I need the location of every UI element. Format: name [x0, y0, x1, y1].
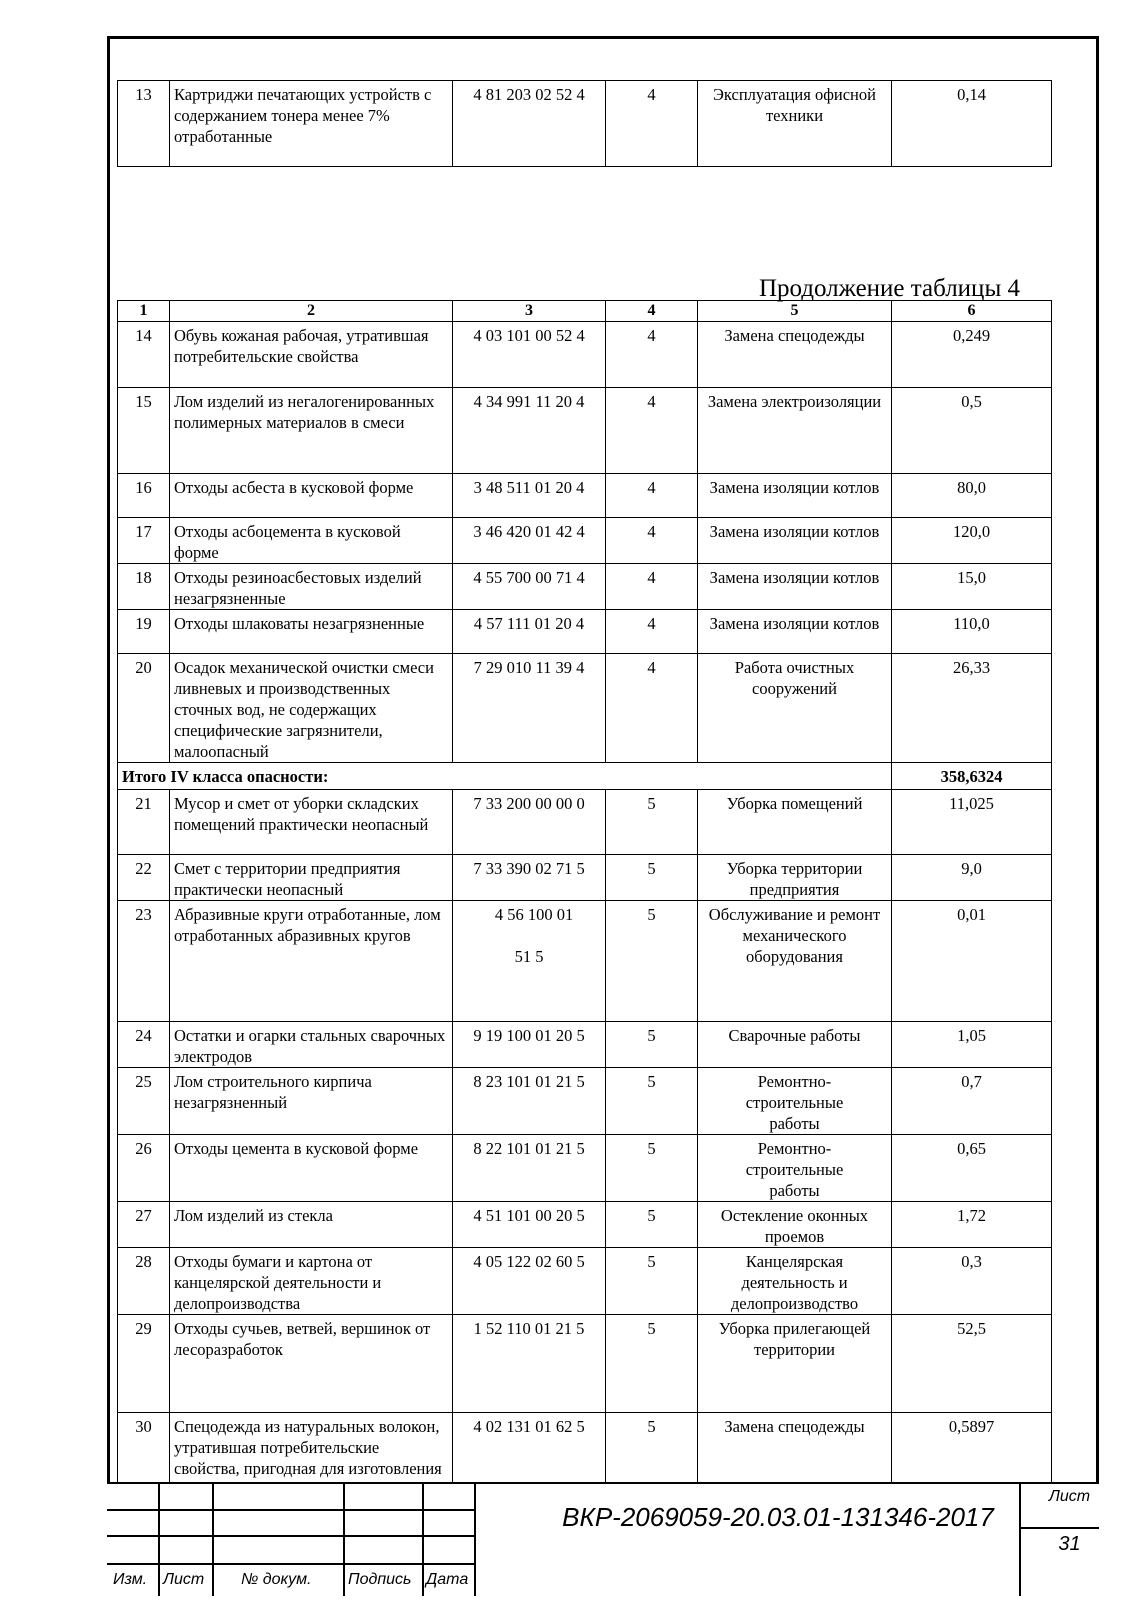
- waste-mass: 110,0: [892, 610, 1052, 654]
- hazard-class: 4: [606, 81, 698, 167]
- table-row: [118, 1202, 1052, 1248]
- waste-mass: 1,05: [892, 1022, 1052, 1068]
- row-number: 26: [118, 1135, 170, 1202]
- total-value: 358,6324: [892, 763, 1052, 790]
- waste-name: Спецодежда из натуральных волокон, утратившая потребительские свойства, пригодная для изготовления: [170, 1413, 453, 1513]
- hazard-class: 5: [606, 790, 698, 855]
- row-number: 24: [118, 1022, 170, 1068]
- hazard-class: 4: [606, 518, 698, 564]
- sheet-number: 31: [1058, 1533, 1081, 1555]
- waste-mass: 0,5897: [892, 1413, 1052, 1513]
- stamp-label-list: Лист: [163, 1571, 205, 1588]
- table-row: [118, 1248, 1052, 1315]
- waste-mass: 0,3: [892, 1248, 1052, 1315]
- title-block: [107, 1483, 1099, 1596]
- waste-mass: 0,249: [892, 322, 1052, 388]
- fkko-code: 7 29 010 11 39 4: [453, 654, 606, 763]
- table-row: [118, 322, 1052, 388]
- table-row: [118, 1135, 1052, 1202]
- hazard-class: 4: [606, 610, 698, 654]
- waste-source: Ремонтно-строительные работы: [698, 1135, 892, 1202]
- waste-source: Эксплуатация офисной техники: [698, 81, 892, 167]
- row-number: 18: [118, 564, 170, 610]
- fkko-code: 8 22 101 01 21 5: [453, 1135, 606, 1202]
- hazard-class: 4: [606, 474, 698, 518]
- hazard-class: 5: [606, 1202, 698, 1248]
- waste-name: Лом строительного кирпича незагрязненный: [170, 1068, 453, 1135]
- fkko-code: 3 46 420 01 42 4: [453, 518, 606, 564]
- waste-name: Отходы шлаковаты незагрязненные: [170, 610, 453, 654]
- table-row: [118, 518, 1052, 564]
- hazard-class: 5: [606, 901, 698, 1022]
- waste-name: Обувь кожаная рабочая, утратившая потребительские свойства: [170, 322, 453, 388]
- waste-mass: 0,7: [892, 1068, 1052, 1135]
- fkko-code: 9 19 100 01 20 5: [453, 1022, 606, 1068]
- waste-mass: 9,0: [892, 855, 1052, 901]
- waste-source: Ремонтно-строительные работы: [698, 1068, 892, 1135]
- waste-mass: 15,0: [892, 564, 1052, 610]
- table-continuation: [117, 300, 1052, 1513]
- waste-source: Уборка помещений: [698, 790, 892, 855]
- fkko-code-part-a: 4 56 100 01: [494, 905, 574, 924]
- hazard-class: 5: [606, 1068, 698, 1135]
- fkko-code: 4 57 111 01 20 4: [453, 610, 606, 654]
- stamp-label-izm: Изм.: [113, 1571, 148, 1588]
- waste-name: Мусор и смет от уборки складских помещений практически неопасный: [170, 790, 453, 855]
- waste-name: Картриджи печатающих устройств с содержанием тонера менее 7% отработанные: [170, 81, 453, 167]
- table-row: [118, 474, 1052, 518]
- waste-source: Сварочные работы: [698, 1022, 892, 1068]
- hazard-class: 4: [606, 564, 698, 610]
- total-label: Итого IV класса опасности:: [118, 763, 892, 790]
- waste-mass: 0,14: [892, 81, 1052, 167]
- waste-mass: 0,01: [892, 901, 1052, 1022]
- waste-mass: 0,65: [892, 1135, 1052, 1202]
- row-number: 14: [118, 322, 170, 388]
- fkko-code: 3 48 511 01 20 4: [453, 474, 606, 518]
- column-header: 3: [453, 301, 606, 322]
- waste-source: Остекление оконных проемов: [698, 1202, 892, 1248]
- waste-source: Замена изоляции котлов: [698, 610, 892, 654]
- waste-mass: 0,5: [892, 388, 1052, 474]
- fkko-code: 8 23 101 01 21 5: [453, 1068, 606, 1135]
- waste-source: Замена изоляции котлов: [698, 564, 892, 610]
- waste-source: Замена электроизоляции: [698, 388, 892, 474]
- row-number: 30: [118, 1413, 170, 1513]
- stamp-label-doc: № докум.: [241, 1571, 312, 1588]
- column-header: 5: [698, 301, 892, 322]
- row-number: 20: [118, 654, 170, 763]
- column-header: 6: [892, 301, 1052, 322]
- fkko-code: 4 02 131 01 62 5: [453, 1413, 606, 1513]
- column-header: 4: [606, 301, 698, 322]
- table-caption: Продолжение таблицы 4: [758, 275, 1020, 302]
- hazard-class: 5: [606, 1022, 698, 1068]
- table-row: [118, 610, 1052, 654]
- table-row: [118, 564, 1052, 610]
- table-row: [118, 81, 1052, 167]
- hazard-class: 5: [606, 1135, 698, 1202]
- waste-source: Обслуживание и ремонт механического оборудования: [698, 901, 892, 1022]
- table-row: [118, 388, 1052, 474]
- waste-mass: 1,72: [892, 1202, 1052, 1248]
- table-row: [118, 1315, 1052, 1413]
- stamp-label-sign: Подпись: [348, 1571, 412, 1588]
- waste-mass: 52,5: [892, 1315, 1052, 1413]
- waste-name: Отходы асбоцемента в кусковой форме: [170, 518, 453, 564]
- waste-source: Канцелярская деятельность и делопроизводство: [698, 1248, 892, 1315]
- waste-name: Отходы цемента в кусковой форме: [170, 1135, 453, 1202]
- waste-mass: 80,0: [892, 474, 1052, 518]
- table-row: [118, 1022, 1052, 1068]
- waste-source: Работа очистных сооружений: [698, 654, 892, 763]
- fkko-code: 7 33 200 00 00 0: [453, 790, 606, 855]
- row-number: 28: [118, 1248, 170, 1315]
- table-header-row: [118, 301, 1052, 322]
- row-number: 21: [118, 790, 170, 855]
- table-row: [118, 901, 1052, 1022]
- waste-name: Отходы резиноасбестовых изделий незагрязненные: [170, 564, 453, 610]
- waste-source: Замена изоляции котлов: [698, 474, 892, 518]
- document-code: ВКР-2069059-20.03.01-131346-2017: [562, 1502, 994, 1532]
- row-number: 13: [118, 81, 170, 167]
- table-row: [118, 654, 1052, 763]
- waste-source: Замена спецодежды: [698, 1413, 892, 1513]
- table-row: [118, 855, 1052, 901]
- row-number: 25: [118, 1068, 170, 1135]
- waste-name: Лом изделий из негалогенированных полимерных материалов в смеси: [170, 388, 453, 474]
- hazard-class: 5: [606, 1413, 698, 1513]
- fkko-code: [453, 901, 606, 1022]
- hazard-class: 4: [606, 322, 698, 388]
- waste-name: Смет с территории предприятия практически неопасный: [170, 855, 453, 901]
- waste-name: Отходы бумаги и картона от канцелярской деятельности и делопроизводства: [170, 1248, 453, 1315]
- waste-mass: 11,025: [892, 790, 1052, 855]
- hazard-class: 4: [606, 654, 698, 763]
- total-row: [118, 763, 1052, 790]
- fkko-code: 7 33 390 02 71 5: [453, 855, 606, 901]
- waste-source: Замена спецодежды: [698, 322, 892, 388]
- row-number: 17: [118, 518, 170, 564]
- waste-name: Отходы асбеста в кусковой форме: [170, 474, 453, 518]
- waste-name: Остатки и огарки стальных сварочных электродов: [170, 1022, 453, 1068]
- column-header: 2: [170, 301, 453, 322]
- waste-source: Замена изоляции котлов: [698, 518, 892, 564]
- sheet-label: Лист: [1048, 1488, 1091, 1505]
- table-row: [118, 790, 1052, 855]
- column-header: 1: [118, 301, 170, 322]
- waste-name: Отходы сучьев, ветвей, вершинок от лесоразработок: [170, 1315, 453, 1413]
- fkko-code: 4 03 101 00 52 4: [453, 322, 606, 388]
- row-number: 23: [118, 901, 170, 1022]
- hazard-class: 4: [606, 388, 698, 474]
- waste-mass: 120,0: [892, 518, 1052, 564]
- row-number: 16: [118, 474, 170, 518]
- hazard-class: 5: [606, 1315, 698, 1413]
- fkko-code: 4 55 700 00 71 4: [453, 564, 606, 610]
- hazard-class: 5: [606, 1248, 698, 1315]
- fkko-code: 4 05 122 02 60 5: [453, 1248, 606, 1315]
- stamp-label-date: Дата: [426, 1571, 469, 1588]
- row-number: 27: [118, 1202, 170, 1248]
- row-number: 29: [118, 1315, 170, 1413]
- fkko-code: 4 81 203 02 52 4: [453, 81, 606, 167]
- table-row: [118, 1068, 1052, 1135]
- fkko-code-part-b: 51 5: [514, 947, 544, 966]
- waste-source: Уборка территории предприятия: [698, 855, 892, 901]
- row-number: 19: [118, 610, 170, 654]
- fkko-code: 4 34 991 11 20 4: [453, 388, 606, 474]
- waste-name: Лом изделий из стекла: [170, 1202, 453, 1248]
- row-number: 22: [118, 855, 170, 901]
- row-number: 15: [118, 388, 170, 474]
- waste-mass: 26,33: [892, 654, 1052, 763]
- waste-source: Уборка прилегающей территории: [698, 1315, 892, 1413]
- fkko-code: 1 52 110 01 21 5: [453, 1315, 606, 1413]
- table-top-fragment: [117, 80, 1052, 167]
- fkko-code: 4 51 101 00 20 5: [453, 1202, 606, 1248]
- waste-name: Осадок механической очистки смеси ливневых и производственных сточных вод, не содержащих специфические загрязнители, малоопасный: [170, 654, 453, 763]
- waste-name: Абразивные круги отработанные, лом отработанных абразивных кругов: [170, 901, 453, 1022]
- hazard-class: 5: [606, 855, 698, 901]
